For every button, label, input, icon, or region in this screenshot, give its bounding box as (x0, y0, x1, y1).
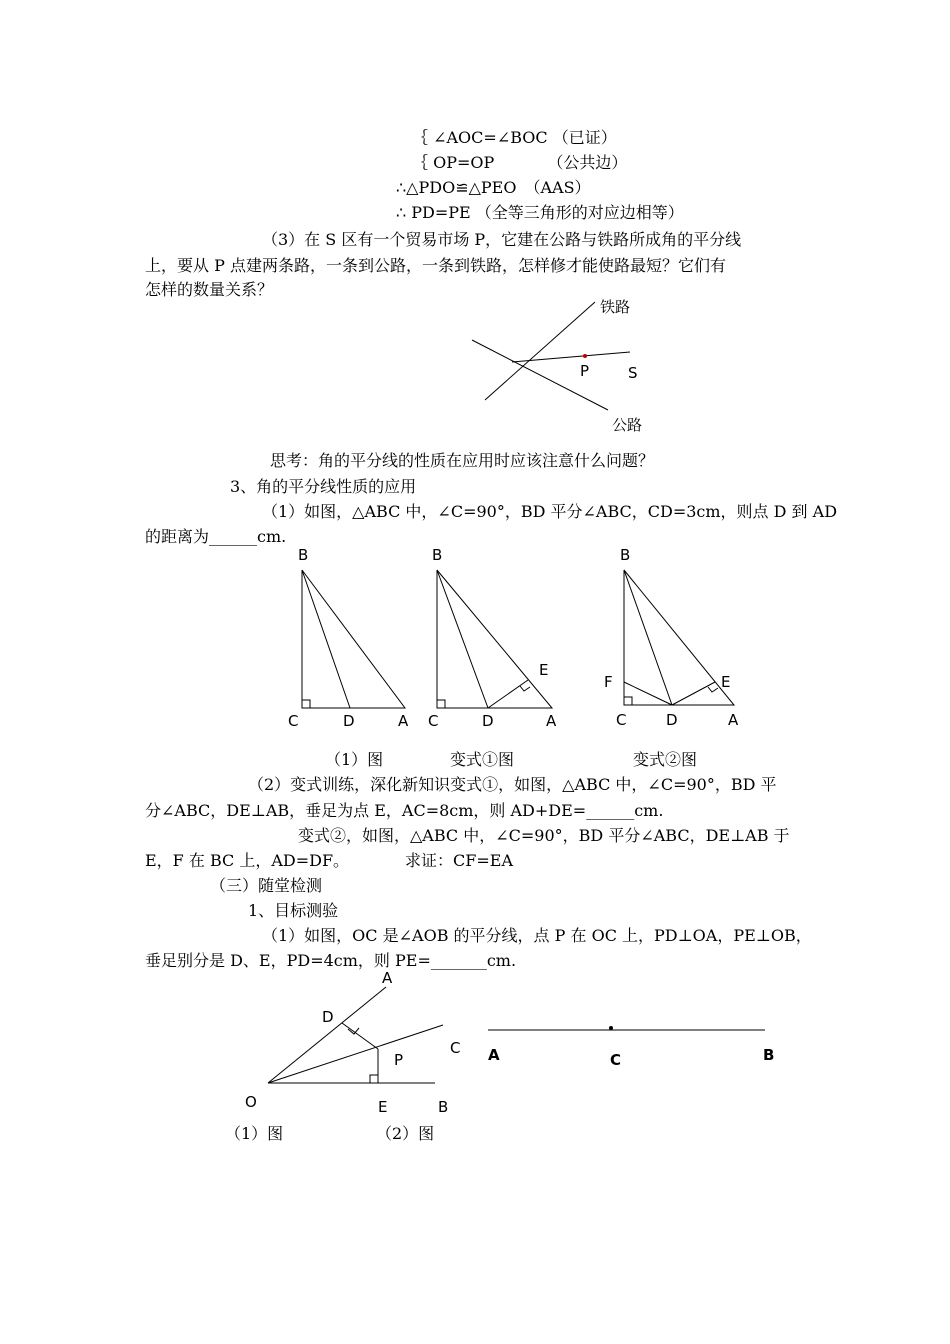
fig2-label-c: C (428, 712, 439, 730)
target-heading: 1、目标测验 (248, 901, 339, 920)
caption-bottom-1: （1）图 (225, 1124, 284, 1143)
bisector-line (512, 352, 630, 362)
bottom-label-d: D (322, 1008, 334, 1026)
fig2-label-d: D (482, 712, 494, 730)
q2-line-4: E，F 在 BC 上，AD=DF。 求证：CF=EA (145, 851, 514, 870)
segment-label-a: A (488, 1046, 500, 1064)
point-p-dot (583, 354, 587, 358)
label-railway: 铁路 (600, 298, 631, 316)
triangle-figure-1 (280, 540, 420, 735)
fig2-label-e: E (539, 661, 549, 679)
triangle-figure-3 (600, 540, 750, 735)
triangle-figure-2 (420, 540, 570, 735)
bottom-label-c: C (450, 1039, 461, 1057)
q2-line-1: （2）变式训练，深化新知识变式①，如图，△ABC 中，∠C=90°，BD 平 (248, 775, 777, 794)
bottom-label-b: B (438, 1098, 449, 1116)
fig1-label-d: D (343, 712, 355, 730)
angle-bisector-figure (240, 965, 480, 1125)
t1-line-2: 垂足别分是 D、E，PD=4cm，则 PE=_______cm. (145, 951, 517, 970)
caption-bottom-2: （2）图 (376, 1124, 435, 1143)
section-3-heading: 3、角的平分线性质的应用 (230, 477, 417, 496)
roads-figure (460, 290, 660, 440)
caption-variant-1: 变式①图 (450, 750, 515, 769)
label-highway: 公路 (612, 416, 643, 434)
proof-line-1: ｛ ∠AOC=∠BOC （已证） (412, 128, 617, 147)
think-text: 思考：角的平分线的性质在应用时应该注意什么问题？ (270, 451, 655, 470)
t1-line-1: （1）如图，OC 是∠AOB 的平分线，点 P 在 OC 上，PD⊥OA，PE⊥OB， (262, 926, 812, 945)
q2-line-2: 分∠ABC，DE⊥AB，垂足为点 E，AC=8cm，则 AD+DE=______cm. (145, 801, 664, 820)
fig1-label-c: C (288, 712, 299, 730)
segment-label-c: C (610, 1051, 622, 1069)
section-test-heading: （三）随堂检测 (210, 876, 323, 895)
segment-figure (480, 1015, 780, 1075)
segment-label-b: B (763, 1046, 775, 1064)
problem3-line-3: 怎样的数量关系？ (145, 280, 274, 299)
q2-line-3: 变式②，如图，△ABC 中，∠C=90°，BD 平分∠ABC，DE⊥AB 于 (298, 826, 790, 845)
q1-line-1: （1）如图，△ABC 中，∠C=90°，BD 平分∠ABC，CD=3cm，则点 D 到 AD (262, 502, 838, 521)
bottom-label-e: E (378, 1098, 388, 1116)
bottom-label-a: A (382, 969, 393, 987)
caption-variant-2: 变式②图 (633, 750, 698, 769)
proof-line-3: ∴△PDO≌△PEO （AAS） (396, 178, 591, 197)
fig2-label-b: B (432, 546, 443, 564)
fig3-label-d: D (666, 711, 678, 729)
point-c-dot (609, 1026, 613, 1030)
fig1-label-b: B (298, 546, 309, 564)
caption-fig-1: （1）图 (325, 750, 384, 769)
label-p: P (580, 362, 590, 380)
proof-line-4: ∴ PD=PE （全等三角形的对应边相等） (396, 203, 684, 222)
fig3-label-a: A (728, 711, 739, 729)
proof-line-2: ｛ OP=OP （公共边） (412, 153, 628, 172)
fig3-label-c: C (616, 711, 627, 729)
q1-line-2: 的距离为______cm. (145, 527, 287, 546)
fig3-label-f: F (604, 673, 613, 691)
label-s: S (628, 364, 638, 382)
railway-line (485, 302, 595, 400)
bottom-label-p: P (394, 1051, 404, 1069)
bottom-label-o: O (245, 1093, 257, 1111)
problem3-line-2: 上，要从 P 点建两条路，一条到公路，一条到铁路，怎样修才能使路最短？它们有 (145, 256, 726, 275)
problem3-line-1: （3）在 S 区有一个贸易市场 P，它建在公路与铁路所成角的平分线 (262, 230, 742, 249)
fig3-label-e: E (721, 673, 731, 691)
fig3-label-b: B (620, 546, 631, 564)
fig2-label-a: A (546, 712, 557, 730)
fig1-label-a: A (398, 712, 409, 730)
